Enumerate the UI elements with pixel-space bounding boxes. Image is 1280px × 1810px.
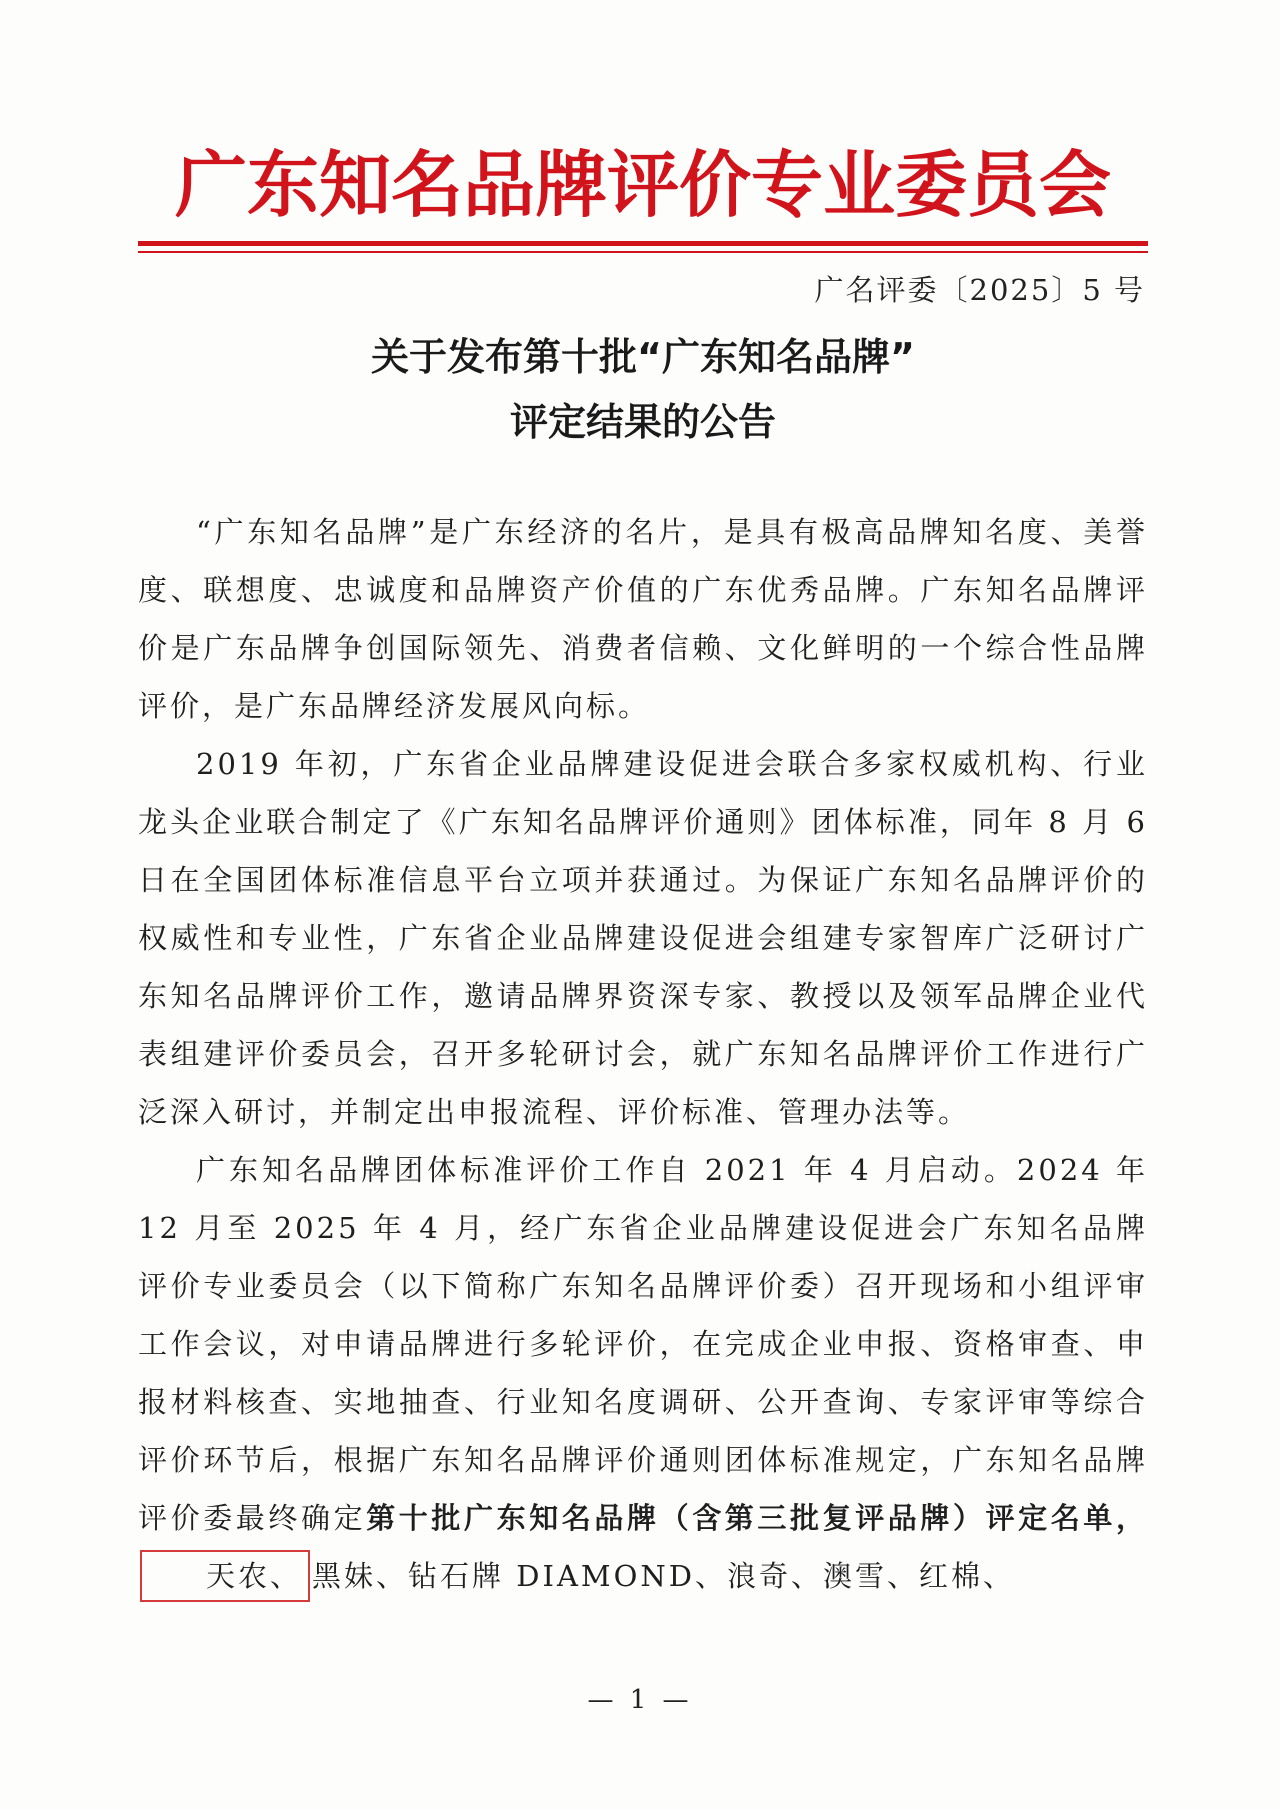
paragraph-3-text: 广东知名品牌团体标准评价工作自 2021 年 4 月启动。2024 年 12 月至 2025 年 4 月，经广东省企业品牌建设促进会广东知名品牌评价专业委员会（以下简称广东知名品牌评价委）召开现场和小组评审工作会议，对申请品牌进行多轮评价，在完成企业申报、资格审查、申报材料核查、实地抽查、行业知名度调研、公开查询、专家评审等综合评价环节后，根据广东知名品牌评价通则团体标准规定，广东知名品牌评价委最终确定 xyxy=(138,1153,1148,1535)
body-paragraph-2: 2019 年初，广东省企业品牌建设促进会联合多家权威机构、行业龙头企业联合制定了《广东知名品牌评价通则》团体标准，同年 8 月 6 日在全国团体标准信息平台立项并获通过。为保证广东知名品牌评价的权威性和专业性，广东省企业品牌建设促进会组建专家智库广泛研讨广东知名品牌评价工作，邀请品牌界资深专家、教授以及领军品牌企业代表组建评价委员会，召开多轮研讨会，就广东知名品牌评价工作进行广泛深入研讨，并制定出申报流程、评价标准、管理办法等。 xyxy=(138,747,1148,1129)
highlighted-brand-box: 天农、 xyxy=(140,1550,310,1602)
document-title-line-2: 评定结果的公告 xyxy=(509,400,776,444)
body-paragraph-3 xyxy=(138,1141,1148,1605)
masthead-rule-thin xyxy=(138,251,1148,253)
bold-announcement-text: 第十批广东知名品牌（含第三批复评品牌）评定名单， xyxy=(366,1501,1148,1535)
body-paragraph-1: “广东知名品牌”是广东经济的名片，是具有极高品牌知名度、美誉度、联想度、忠诚度和品牌资产价值的广东优秀品牌。广东知名品牌评价是广东品牌争创国际领先、消费者信赖、文化鲜明的一个综合性品牌评价，是广东品牌经济发展风向标。 xyxy=(138,515,1148,723)
organization-masthead: 广东知名品牌评价专业委员会 xyxy=(174,143,1111,227)
document-body xyxy=(138,503,1148,1605)
brand-list-text: 黑妹、钻石牌 DIAMOND、浪奇、澳雪、红棉、 xyxy=(312,1559,1015,1593)
document-title-line-1: 关于发布第十批“广东知名品牌” xyxy=(371,335,915,379)
page-number: — 1 — xyxy=(587,1685,693,1715)
masthead-rule-thick xyxy=(138,241,1148,246)
document-number: 广名评委〔2025〕5 号 xyxy=(814,273,1145,307)
